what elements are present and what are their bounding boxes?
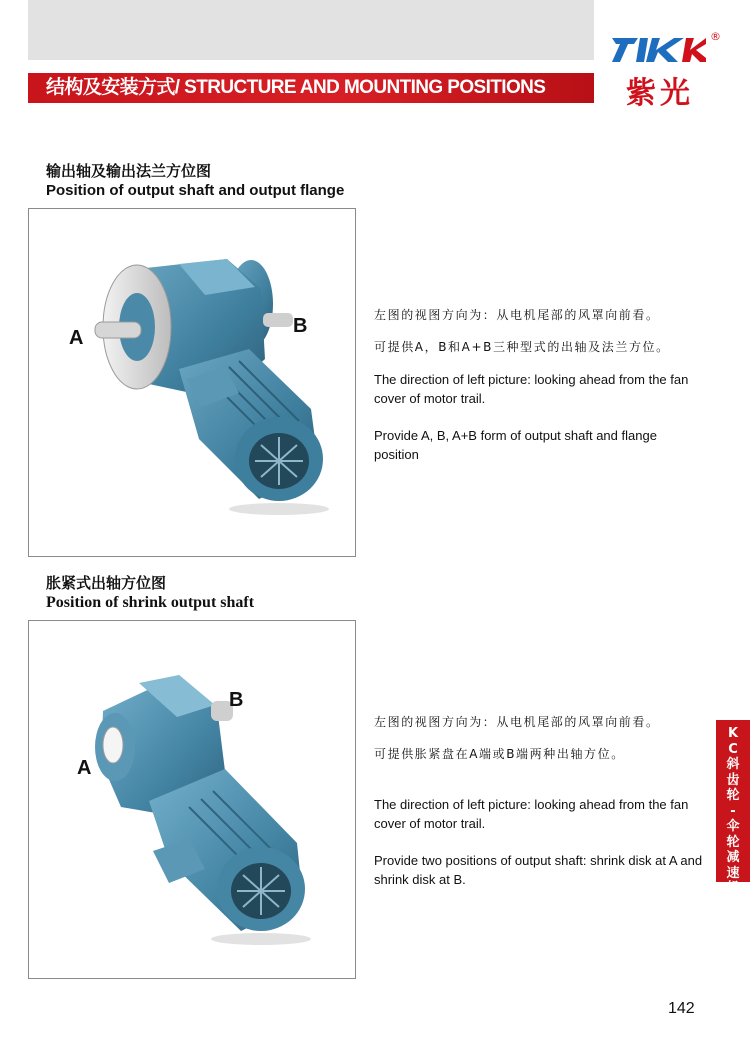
- position-a-label: A: [69, 327, 84, 349]
- section1-desc-en-1: The direction of left picture: looking ahead from the fan cover of motor trail.: [374, 372, 689, 406]
- section2-image-frame: [28, 620, 356, 979]
- section2-desc-en-1: The direction of left picture: looking ahead from the fan cover of motor trail.: [374, 797, 689, 831]
- tik-logo-icon: [612, 32, 706, 62]
- side-tab-char: 齿: [726, 772, 740, 788]
- page-title: 结构及安装方式/ STRUCTURE AND MOUNTING POSITIONS: [28, 73, 594, 103]
- position-a-label: A: [77, 757, 92, 779]
- side-tab-char: 轮: [726, 834, 740, 850]
- side-tab-char: -: [730, 803, 736, 819]
- position-b-label: B: [229, 689, 244, 711]
- side-tab-char: 速: [726, 865, 740, 881]
- section1-image-frame: [28, 208, 356, 557]
- side-tab-char: 轮: [726, 788, 740, 803]
- side-tab-char: 斜: [726, 757, 740, 772]
- position-b-label: B: [293, 315, 308, 337]
- section1-desc-en-2: Provide A, B, A+B form of output shaft and flange position: [374, 428, 657, 462]
- brand-name: 紫光: [626, 76, 694, 111]
- side-tab-char: 减: [726, 850, 740, 865]
- side-tab-char: 机: [726, 881, 740, 896]
- side-tab-char: C: [728, 741, 738, 757]
- side-tab-char: 伞: [726, 819, 740, 834]
- gear-motor-flange-illustration: [29, 209, 355, 556]
- section2-desc-cn-2: 可提供胀紧盘在A端或B端两种出轴方位。: [374, 747, 625, 761]
- section2-desc-en-2: Provide two positions of output shaft: shrink disk at A and shrink disk at B.: [374, 853, 703, 887]
- section1-title-cn: 输出轴及输出法兰方位图: [46, 162, 212, 180]
- header-band: [28, 0, 594, 60]
- section2-title-cn: 胀紧式出轴方位图: [46, 574, 167, 592]
- side-tab-char: K: [727, 726, 739, 741]
- chapter-side-tab: [716, 720, 750, 896]
- brand-logo: [612, 30, 722, 110]
- section2-title-en: Position of shrink output shaft: [46, 594, 255, 611]
- section1-title-en: Position of output shaft and output flange: [46, 182, 345, 199]
- section1-desc-cn-1: 左图的视图方向为：从电机尾部的风罩向前看。: [374, 308, 660, 322]
- page-number: 142: [668, 1000, 695, 1017]
- section1-desc-cn-2: 可提供A，B和A+B三种型式的出轴及法兰方位。: [374, 340, 670, 354]
- registered-mark: ®: [710, 30, 721, 43]
- gear-motor-shrink-disk-illustration: [29, 621, 355, 978]
- section2-desc-cn-1: 左图的视图方向为：从电机尾部的风罩向前看。: [374, 715, 660, 729]
